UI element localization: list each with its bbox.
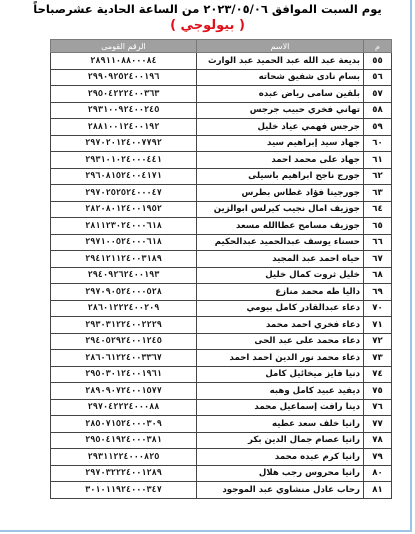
table-row [51, 201, 392, 218]
subject-label: ( بيولوجي ) [170, 18, 245, 33]
row-number: ٥٨ [364, 102, 392, 119]
row-number: ٦٤ [364, 201, 392, 218]
row-national-id: ٣٠١٠١١٩٢٤٠٠٠٣٤٧ [51, 482, 197, 499]
row-number: ٥٧ [364, 86, 392, 103]
table-header-row [51, 40, 392, 53]
row-national-id: ٢٩٣٠٣١٢٢٤٠٠٢٢٢٩ [51, 317, 197, 334]
row-national-id: ٢٩٧٠٢٠١٢٤٠٠٧٧٩٢ [51, 135, 197, 152]
row-name: بلقين سامى رياض عبده [197, 86, 364, 103]
row-national-id: ٢٨٦٠١٢٢٢٤٠٠٢٠٩ [51, 300, 197, 317]
row-name: دنيا فايز ميخائيل كامل [197, 366, 364, 383]
row-number: ٦٧ [364, 251, 392, 268]
row-number: ٧٠ [364, 300, 392, 317]
row-number: ٦٠ [364, 135, 392, 152]
row-national-id: ٢٨٩١١٠٨٨٠٠٠٨٤ [51, 53, 197, 70]
row-number: ٥٩ [364, 119, 392, 136]
table-row [51, 465, 392, 482]
table-row [51, 119, 392, 136]
row-national-id: ٢٩٤٠٩٢٦٢٤٠٠١٩٣ [51, 267, 197, 284]
row-number: ٦٩ [364, 284, 392, 301]
table-row [51, 383, 392, 400]
table-row [51, 102, 392, 119]
table-row [51, 185, 392, 202]
row-name: جورج ناجح ابراهيم باسيلى [197, 168, 364, 185]
row-national-id: ٢٩٧٠٩٠٥٢٤٠٠٠٥٢٨ [51, 284, 197, 301]
row-national-id: ٢٨٦٠٦١٢٢٤٠٠٣٣٦٧ [51, 350, 197, 367]
row-name: رحاب عادل منشاوي عبد الموجود [197, 482, 364, 499]
row-national-id: ٢٨٨١٠٠١٢٤٠٠١٩٢ [51, 119, 197, 136]
row-name: دعاء محمد نور الدين احمد احمد [197, 350, 364, 367]
table-row [51, 218, 392, 235]
row-national-id: ٢٨٥٠٧١٥٢٤٠٠٠٣٠٩ [51, 416, 197, 433]
row-number: ٧٧ [364, 416, 392, 433]
row-national-id: ٢٨١١٢٣٠٢٤٠٠٠٦١٨ [51, 218, 197, 235]
row-national-id: ٢٨٢٠٨٠١٢٤٠٠١٩٥٢ [51, 201, 197, 218]
row-number: ٧١ [364, 317, 392, 334]
row-name: دعاء فخري احمد محمد [197, 317, 364, 334]
table-row [51, 53, 392, 70]
table-row [51, 432, 392, 449]
row-name: رانيا خلف سعد عطيه [197, 416, 364, 433]
table-row [51, 168, 392, 185]
row-national-id: ٢٩٤١٢١١٢٤٠٠٣١٨٩ [51, 251, 197, 268]
table-row [51, 333, 392, 350]
table-row [51, 416, 392, 433]
row-name: دعاء محمد على عبد الحى [197, 333, 364, 350]
row-number: ٨٠ [364, 465, 392, 482]
row-national-id: ٢٩٧١٠٠٥٢٤٠٠٠٦١٨ [51, 234, 197, 251]
students-table [50, 39, 392, 499]
table-row [51, 86, 392, 103]
row-name: دعاء عبدالقادر كامل بيومي [197, 300, 364, 317]
table-row [51, 366, 392, 383]
table-row [51, 152, 392, 169]
row-name: تهاني فخري حبيب جرجس [197, 102, 364, 119]
table-row [51, 251, 392, 268]
row-name: حياه احمد عبد المجيد [197, 251, 364, 268]
row-national-id: ٢٩٧٠٢٥٢٥٢٤٠٠٠٤٧ [51, 185, 197, 202]
row-name: دينا رافت إسماعيل محمد [197, 399, 364, 416]
row-national-id: ٢٩٤٠٥٢٩٢٤٠٠١٢٤٥ [51, 333, 197, 350]
row-national-id: ٢٩٥٠٤١٩٢٤٠٠٠٣٨١ [51, 432, 197, 449]
row-name: جرجس فهمي عياد خليل [197, 119, 364, 136]
row-national-id: ٢٩٥٠٣٠١٢٤٠٠١٩٦١ [51, 366, 197, 383]
row-name: رانيا محروس رجب هلال [197, 465, 364, 482]
row-name: رانيا كرم عبده محمد [197, 449, 364, 466]
row-number: ٦٢ [364, 168, 392, 185]
row-name: داليا طه محمد منازع [197, 284, 364, 301]
row-name: جهاد على محمد احمد [197, 152, 364, 169]
row-national-id: ٢٩٣١٠١٠٢٤٠٠٠٤٤١ [51, 152, 197, 169]
table-row [51, 317, 392, 334]
table-row [51, 300, 392, 317]
row-number: ٨١ [364, 482, 392, 499]
row-name: خليل ثروت كمال خليل [197, 267, 364, 284]
column-header-national-id: الرقم القومى [51, 40, 197, 53]
row-national-id: ٢٩٥٠٤٢٢٢٤٠٠٣٦٣ [51, 86, 197, 103]
table-row [51, 284, 392, 301]
row-number: ٧٤ [364, 366, 392, 383]
row-name: حسناء يوسف عبدالحميد عبدالحكيم [197, 234, 364, 251]
row-number: ٧٢ [364, 333, 392, 350]
table-row [51, 482, 392, 499]
table-row [51, 449, 392, 466]
row-national-id: ٢٩٧٠٣٢٢٢٤٠٠١٢٨٩ [51, 465, 197, 482]
table-row [51, 69, 392, 86]
row-number: ٥٦ [364, 69, 392, 86]
row-number: ٥٥ [364, 53, 392, 70]
row-name: بسام نادى شفيق شحاته [197, 69, 364, 86]
row-name: ديفيد عبيد كامل وهبه [197, 383, 364, 400]
row-number: ٧٥ [364, 383, 392, 400]
row-number: ٧٩ [364, 449, 392, 466]
row-name: رانيا عصام جمال الدين بكر [197, 432, 364, 449]
column-header-number: م [364, 40, 392, 53]
row-name: جهاد سيد إبراهيم سيد [197, 135, 364, 152]
table-row [51, 135, 392, 152]
page-title: يوم السبت الموافق ٢٠٢٣/٠٥/٠٦ من الساعة الحادية عشرصباحاً [33, 2, 382, 16]
row-national-id: ٢٨٩٠٩٠٧٢٤٠٠١٥٧٧ [51, 383, 197, 400]
row-name: بديعة عبد الله عبد الحميد عبد الوارث [197, 53, 364, 70]
row-number: ٧٦ [364, 399, 392, 416]
row-national-id: ٢٩٣١٠٠٩٢٤٠٠٢٤٥ [51, 102, 197, 119]
table-row [51, 234, 392, 251]
row-number: ٧٨ [364, 432, 392, 449]
table-row [51, 399, 392, 416]
row-name: جوزيف مسامح عطاالله مسعد [197, 218, 364, 235]
row-number: ٦٥ [364, 218, 392, 235]
row-name: جوزيف امال نجيب كيرلس ابوالزين [197, 201, 364, 218]
row-national-id: ٢٩٣١١٢٢٤٠٠٠٨٢٥ [51, 449, 197, 466]
table-row [51, 350, 392, 367]
table-row [51, 267, 392, 284]
row-number: ٧٣ [364, 350, 392, 367]
row-national-id: ٢٩٧٠٤٢٢٢٤٠٠٠٨٨ [51, 399, 197, 416]
row-number: ٦١ [364, 152, 392, 169]
column-header-name: الاسم [197, 40, 364, 53]
row-national-id: ٢٩٦٠٨١٥٢٤٠٠٤١٧١ [51, 168, 197, 185]
row-number: ٦٣ [364, 185, 392, 202]
row-number: ٦٦ [364, 234, 392, 251]
row-number: ٦٨ [364, 267, 392, 284]
row-name: جورجينا فؤاد غطاس بطرس [197, 185, 364, 202]
row-national-id: ٢٩٩٠٩٢٥٢٤٠٠١٩٦ [51, 69, 197, 86]
